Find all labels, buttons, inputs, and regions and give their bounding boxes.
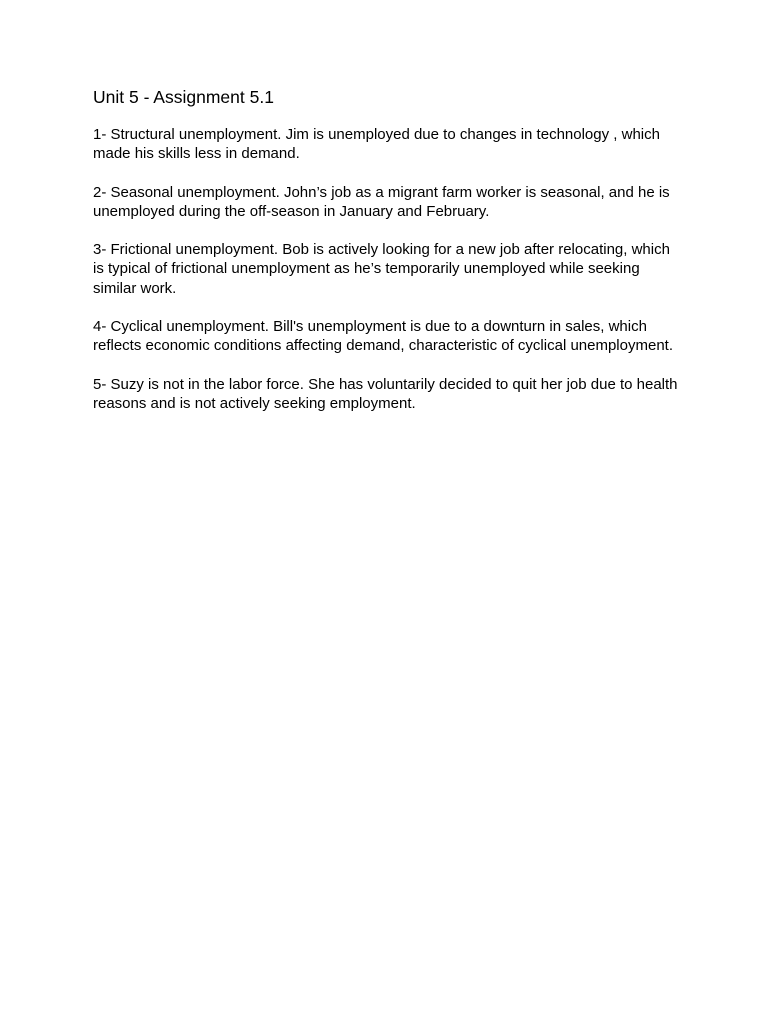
answer-paragraph-2: 2- Seasonal unemployment. John’s job as a migrant farm worker is seasonal, and he is unemployed during the off-season in January and February. [93,183,670,220]
answer-paragraph-1: 1- Structural unemployment. Jim is unemployed due to changes in technology , which made his skills less in demand. [93,126,660,163]
document-body [93,86,683,432]
document-title: Unit 5 - Assignment 5.1 [93,87,274,107]
answer-paragraph-3: 3- Frictional unemployment. Bob is actively looking for a new job after relocating, which is typical of frictional unemployment as he’s temporarily unemployed while seeking similar work. [93,241,670,297]
answer-paragraph-5: 5- Suzy is not in the labor force. She has voluntarily decided to quit her job due to health reasons and is not actively seeking employment. [93,375,678,412]
answer-paragraph-4: 4- Cyclical unemployment. Bill's unemployment is due to a downturn in sales, which reflects economic conditions affecting demand, characteristic of cyclical unemployment. [93,318,673,355]
